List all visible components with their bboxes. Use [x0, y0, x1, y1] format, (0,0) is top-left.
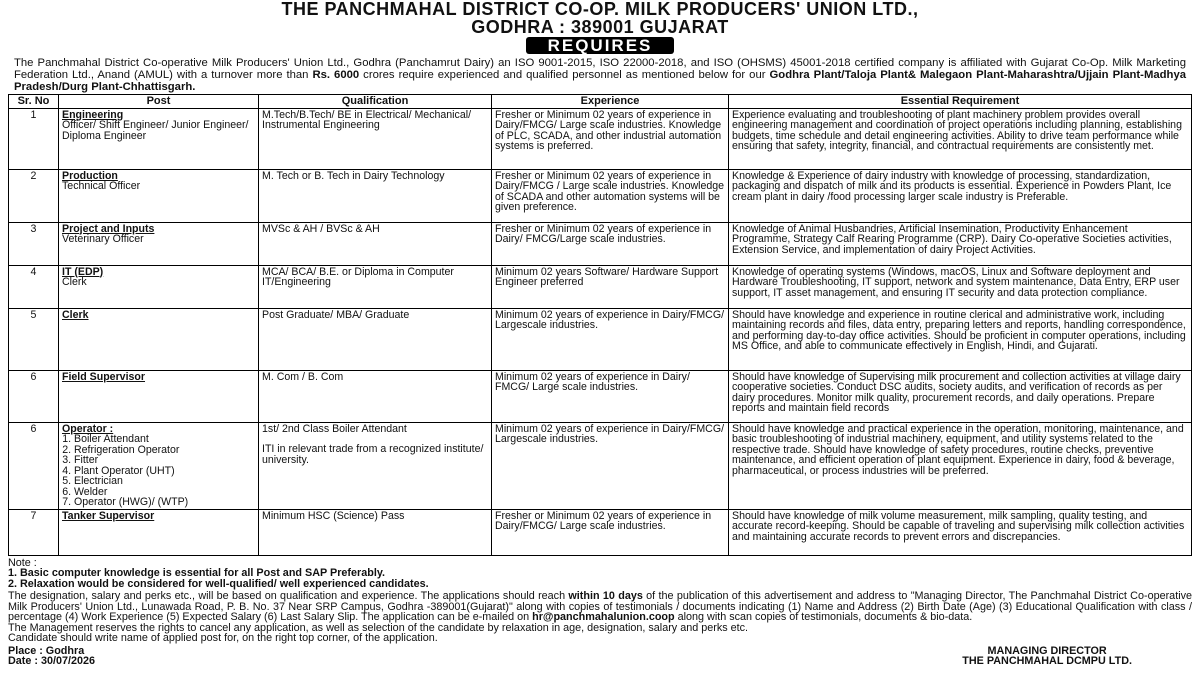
qualification-cell: M. Com / B. Com	[259, 370, 492, 422]
experience-cell: Fresher or Minimum 02 years of experience in Dairy/FMCG/ Large scale industries.	[492, 509, 729, 555]
instructions-text-1: The designation, salary and perks etc., will be based on qualification and experience. The applications should reach	[8, 590, 569, 602]
instructions-text-3: along with scan copies of testimonials, documents & bio-data.	[674, 611, 973, 623]
post-cell	[59, 265, 259, 308]
table-row	[9, 169, 1192, 222]
org-name-line1: THE PANCHMAHAL DISTRICT CO-OP. MILK PRODUCERS' UNION LTD.,	[281, 0, 919, 19]
requirement-cell: Experience evaluating and troubleshooting of plant machinery problem provides overall engineering management and coordination of project operations including planning, establishing budgets, time schedule and detail engineering activities. Ability to drive team performance while ensuring that safety, integrity, financial, and contractual requirements are consistently met.	[729, 108, 1192, 169]
post-title: Engineering	[62, 108, 124, 121]
table-row	[9, 308, 1192, 370]
operator-trades-list	[62, 434, 255, 508]
sr-no: 3	[9, 222, 59, 265]
col-header-sr: Sr. No	[9, 95, 59, 109]
sr-no: 1	[9, 108, 59, 169]
experience-cell: Minimum 02 years Software/ Hardware Support Engineer preferred	[492, 265, 729, 308]
experience-cell: Minimum 02 years of experience in Dairy/ FMCG/ Large scale industries.	[492, 370, 729, 422]
post-subtitle: Veterinary Officer	[62, 233, 144, 245]
qualification-cell: MVSc & AH / BVSc & AH	[259, 222, 492, 265]
note-item: 1. Basic computer knowledge is essential for all Post and SAP Preferably.	[8, 567, 386, 579]
instructions-text-2: of the publication of this advertisement and address to "Managing Director, The Panchmahal District Co-operative Milk Producers' Union Ltd., Lunawada Road, P. B. No. 37 Near SRP Campus, Godhra -389001(Gujarat)" along with copies of testimonials / documents indicating (1) Name and Address (2) Birth Date (Age) (3) Educational Qualification with class / percentage (4) Work Experience (5) Expected Salary (6) Last Salary Slip. The application can be e-mailed on	[8, 590, 1192, 623]
post-cell	[59, 422, 259, 509]
col-header-requirement: Essential Requirement	[729, 95, 1192, 109]
qualification-cell: Minimum HSC (Science) Pass	[259, 509, 492, 555]
notes-title: Note :	[8, 556, 37, 569]
experience-cell: Minimum 02 years of experience in Dairy/FMCG/ Largescale industries.	[492, 308, 729, 370]
deadline-text: within 10 days	[568, 590, 643, 602]
applied-post-instruction: Candidate should write name of applied post for, on the right top corner, of the application.	[8, 632, 438, 644]
post-title: Project and Inputs	[62, 222, 155, 235]
requires-banner	[8, 37, 1192, 56]
sr-no: 2	[9, 169, 59, 222]
requires-label: REQUIRES	[526, 37, 675, 54]
post-cell	[59, 509, 259, 555]
list-item: 5. Electrician	[74, 476, 255, 487]
table-row	[9, 108, 1192, 169]
list-item: 4. Plant Operator (UHT)	[74, 466, 255, 477]
intro-text-2: crores require experienced and qualified personnel as mentioned below for our	[359, 69, 766, 81]
list-item: 1. Boiler Attendant	[74, 434, 255, 445]
requirement-cell: Should have knowledge and practical experience in the operation, monitoring, maintenance, and basic troubleshooting of industrial machinery, equipment, and utility systems related to the respective trade. Should have knowledge of safety procedures, routine checks, preventive maintenance, and efficient operation of plant equipment. Experience in dairy, food & beverage, pharmaceutical, or process industries will be preferred.	[729, 422, 1192, 509]
notes-section	[8, 558, 1192, 590]
intro-paragraph	[14, 57, 1186, 93]
col-header-experience: Experience	[492, 95, 729, 109]
contact-email: hr@panchmahalunion.coop	[532, 611, 675, 623]
post-title: IT (EDP)	[62, 265, 104, 278]
requirement-cell: Should have knowledge of milk volume measurement, milk sampling, quality testing, and accurate record-keeping. Should be capable of traveling and supervising milk collection activities and maintaining accurate records to prevent errors and discrepancies.	[729, 509, 1192, 555]
table-row	[9, 422, 1192, 509]
post-cell	[59, 169, 259, 222]
table-header-row	[9, 95, 1192, 109]
post-cell	[59, 308, 259, 370]
sr-no: 5	[9, 308, 59, 370]
table-row	[9, 222, 1192, 265]
sr-no: 6	[9, 370, 59, 422]
experience-cell: Fresher or Minimum 02 years of experience in Dairy/ FMCG/Large scale industries.	[492, 222, 729, 265]
signatory	[962, 646, 1132, 667]
plant-locations: Godhra Plant/Taloja Plant& Malegaon Plant-Maharashtra/Ujjain Plant-Madhya Pradesh/Durg Plant-Chhattisgarh.	[14, 69, 1187, 93]
application-instructions	[8, 591, 1192, 644]
note-item: 2. Relaxation would be considered for well-qualified/ well experienced candidates.	[8, 577, 429, 590]
post-subtitle: Clerk	[62, 276, 87, 288]
requirement-cell: Should have knowledge and experience in routine clerical and administrative work, including maintaining records and files, data entry, preparing letters and reports, handling correspondence, and performing day-to-day office activities. Should be proficient in computer operations, including MS Office, and able to communicate effectively in English, Hindi, and Gujarati.	[729, 308, 1192, 370]
qualification-cell: M. Tech or B. Tech in Dairy Technology	[259, 169, 492, 222]
requirement-cell: Knowledge of Animal Husbandries, Artificial Insemination, Productivity Enhancement Programme, Strategy Calf Rearing Programme (CRP). Dairy Co-operative Societies activities, Extension Service, and implementation of dairy Project Activities.	[729, 222, 1192, 265]
qualification-cell: MCA/ BCA/ B.E. or Diploma in Computer IT/Engineering	[259, 265, 492, 308]
qualification-cell: M.Tech/B.Tech/ BE in Electrical/ Mechanical/ Instrumental Engineering	[259, 108, 492, 169]
qualification-cell	[259, 422, 492, 509]
table-row	[9, 509, 1192, 555]
post-cell	[59, 370, 259, 422]
col-header-post: Post	[59, 95, 259, 109]
intro-text-1: The Panchmahal District Co-operative Milk Producers' Union Ltd., Godhra (Panchamrut Dairy) an ISO 9001-2015, ISO 22000-2018, and ISO (OHSMS) 45001-2018 certified company is affiliated with Gujarat Co-Op. Milk Marketing Federation Ltd., Anand (AMUL) with a turnover more than	[14, 57, 1186, 81]
table-row	[9, 265, 1192, 308]
post-cell	[59, 108, 259, 169]
experience-cell: Fresher or Minimum 02 years of experience in Dairy/FMCG/ Large scale industries. Knowledge of PLC, SCADA, and other industrial automation systems is preferred.	[492, 108, 729, 169]
post-title: Tanker Supervisor	[62, 509, 155, 522]
signature-block	[8, 646, 1192, 667]
signatory-designation: MANAGING DIRECTOR	[987, 644, 1107, 657]
post-subtitle: Technical Officer	[62, 180, 141, 192]
list-item: 6. Welder	[74, 487, 255, 498]
signatory-organization: THE PANCHMAHAL DCMPU LTD.	[962, 655, 1132, 667]
col-header-qualification: Qualification	[259, 95, 492, 109]
qualification-line-2: ITI in relevant trade from a recognized institute/ university.	[262, 443, 484, 466]
requirement-cell: Knowledge of operating systems (Windows, macOS, Linux and Software deployment and Hardware Troubleshooting, IT support, network and system maintenance, Data Entry, ERP user support, IT asset management, and ensuring IT security and data protection compliance.	[729, 265, 1192, 308]
qualification-line-1: 1st/ 2nd Class Boiler Attendant	[262, 422, 407, 435]
sr-no: 4	[9, 265, 59, 308]
list-item: 3. Fitter	[74, 455, 255, 466]
instructions-paragraph	[8, 591, 1192, 623]
place-text: Place : Godhra	[8, 644, 85, 657]
list-item: 7. Operator (HWG)/ (WTP)	[74, 497, 255, 508]
turnover-amount: Rs. 6000	[312, 69, 360, 81]
sr-no: 7	[9, 509, 59, 555]
table-row	[9, 370, 1192, 422]
post-title: Clerk	[62, 308, 89, 321]
sr-no: 6	[9, 422, 59, 509]
post-title: Field Supervisor	[62, 370, 146, 383]
date-text: Date : 30/07/2026	[8, 655, 96, 667]
experience-cell: Fresher or Minimum 02 years of experience in Dairy/FMCG / Large scale industries. Knowledge of SCADA and other automation systems will be given preference.	[492, 169, 729, 222]
experience-cell: Minimum 02 years of experience in Dairy/FMCG/ Largescale industries.	[492, 422, 729, 509]
post-cell	[59, 222, 259, 265]
post-title: Operator :	[62, 422, 114, 435]
management-rights-text: The Management reserves the rights to cancel any application, as well as selection of the candidate by relaxation in age, designation, salary and perks etc.	[8, 621, 749, 634]
requirement-cell: Knowledge & Experience of dairy industry with knowledge of processing, standardization, packaging and dispatch of milk and its products is essential. Experience in Powders Plant, Ice cream plant in dairy /food processing larger scale industry is Preferable.	[729, 169, 1192, 222]
requirement-cell: Should have knowledge of Supervising milk procurement and collection activities at village dairy cooperative societies. Conduct DSC audits, society audits, and verification of records as per dairy procedures. Monitor milk quality, procurement records, and daily operations. Prepare reports and maintain field records	[729, 370, 1192, 422]
qualification-cell: Post Graduate/ MBA/ Graduate	[259, 308, 492, 370]
list-item: 2. Refrigeration Operator	[74, 445, 255, 456]
post-title: Production	[62, 169, 118, 182]
post-subtitle: Officer/ Shift Engineer/ Junior Engineer/ Diploma Engineer	[62, 119, 249, 142]
org-name-line2: GODHRA : 389001 GUJARAT	[471, 17, 729, 37]
vacancy-table	[8, 94, 1192, 556]
